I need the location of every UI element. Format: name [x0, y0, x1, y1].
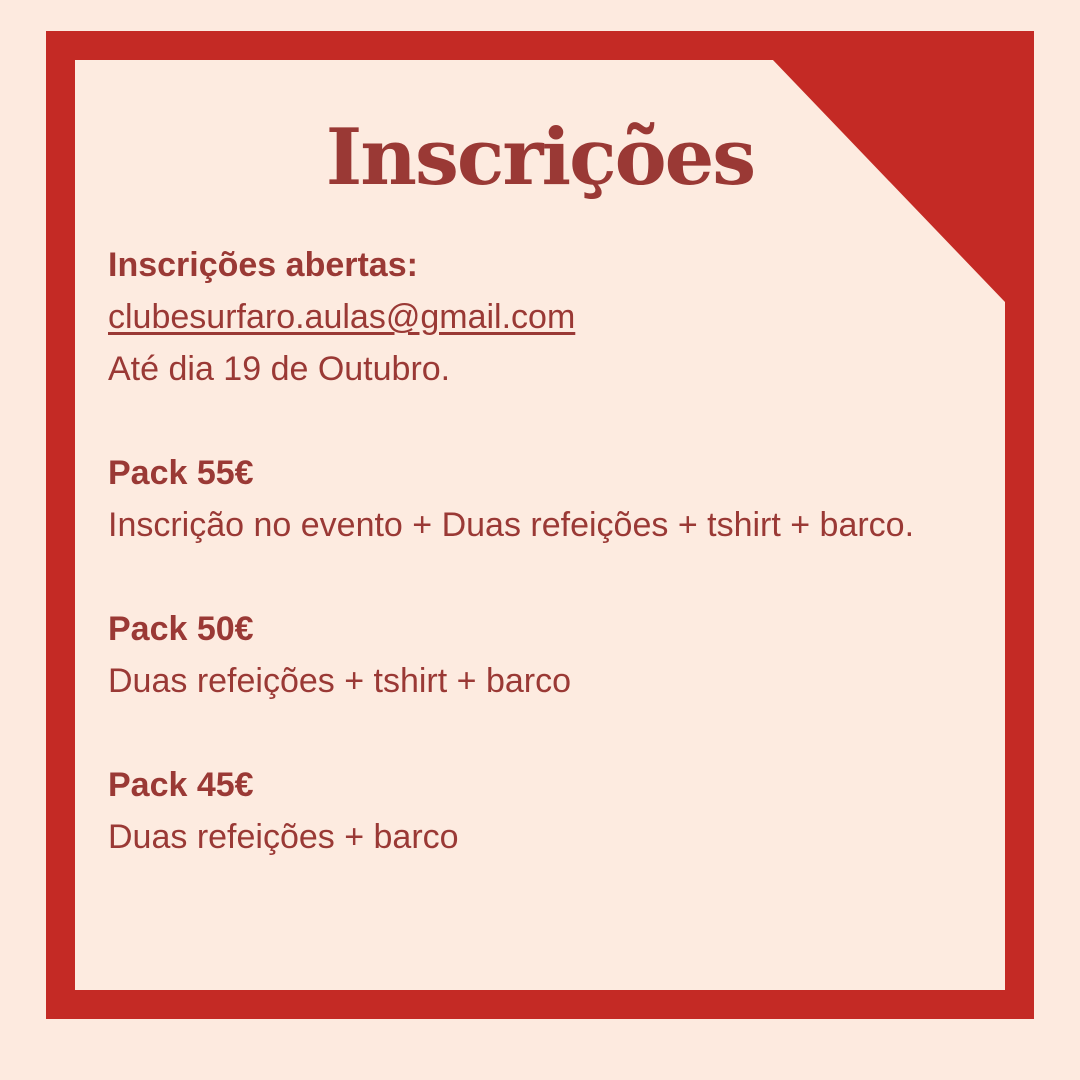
- pack-45-description: Duas refeições + barco: [108, 818, 459, 856]
- pack-50-title: Pack 50€: [108, 610, 254, 648]
- pack-55-description: Inscrição no evento + Duas refeições + tshirt + barco.: [108, 506, 915, 544]
- registration-info: [108, 239, 972, 863]
- email-link[interactable]: clubesurfaro.aulas@gmail.com: [108, 298, 576, 336]
- pack-55-title: Pack 55€: [108, 454, 254, 492]
- registration-heading: Inscrições abertas:: [108, 246, 418, 284]
- pack-50-description: Duas refeições + tshirt + barco: [108, 662, 572, 700]
- deadline-text: Até dia 19 de Outubro.: [108, 350, 451, 388]
- pack-45-title: Pack 45€: [108, 766, 254, 804]
- page-title: Inscrições: [325, 112, 755, 203]
